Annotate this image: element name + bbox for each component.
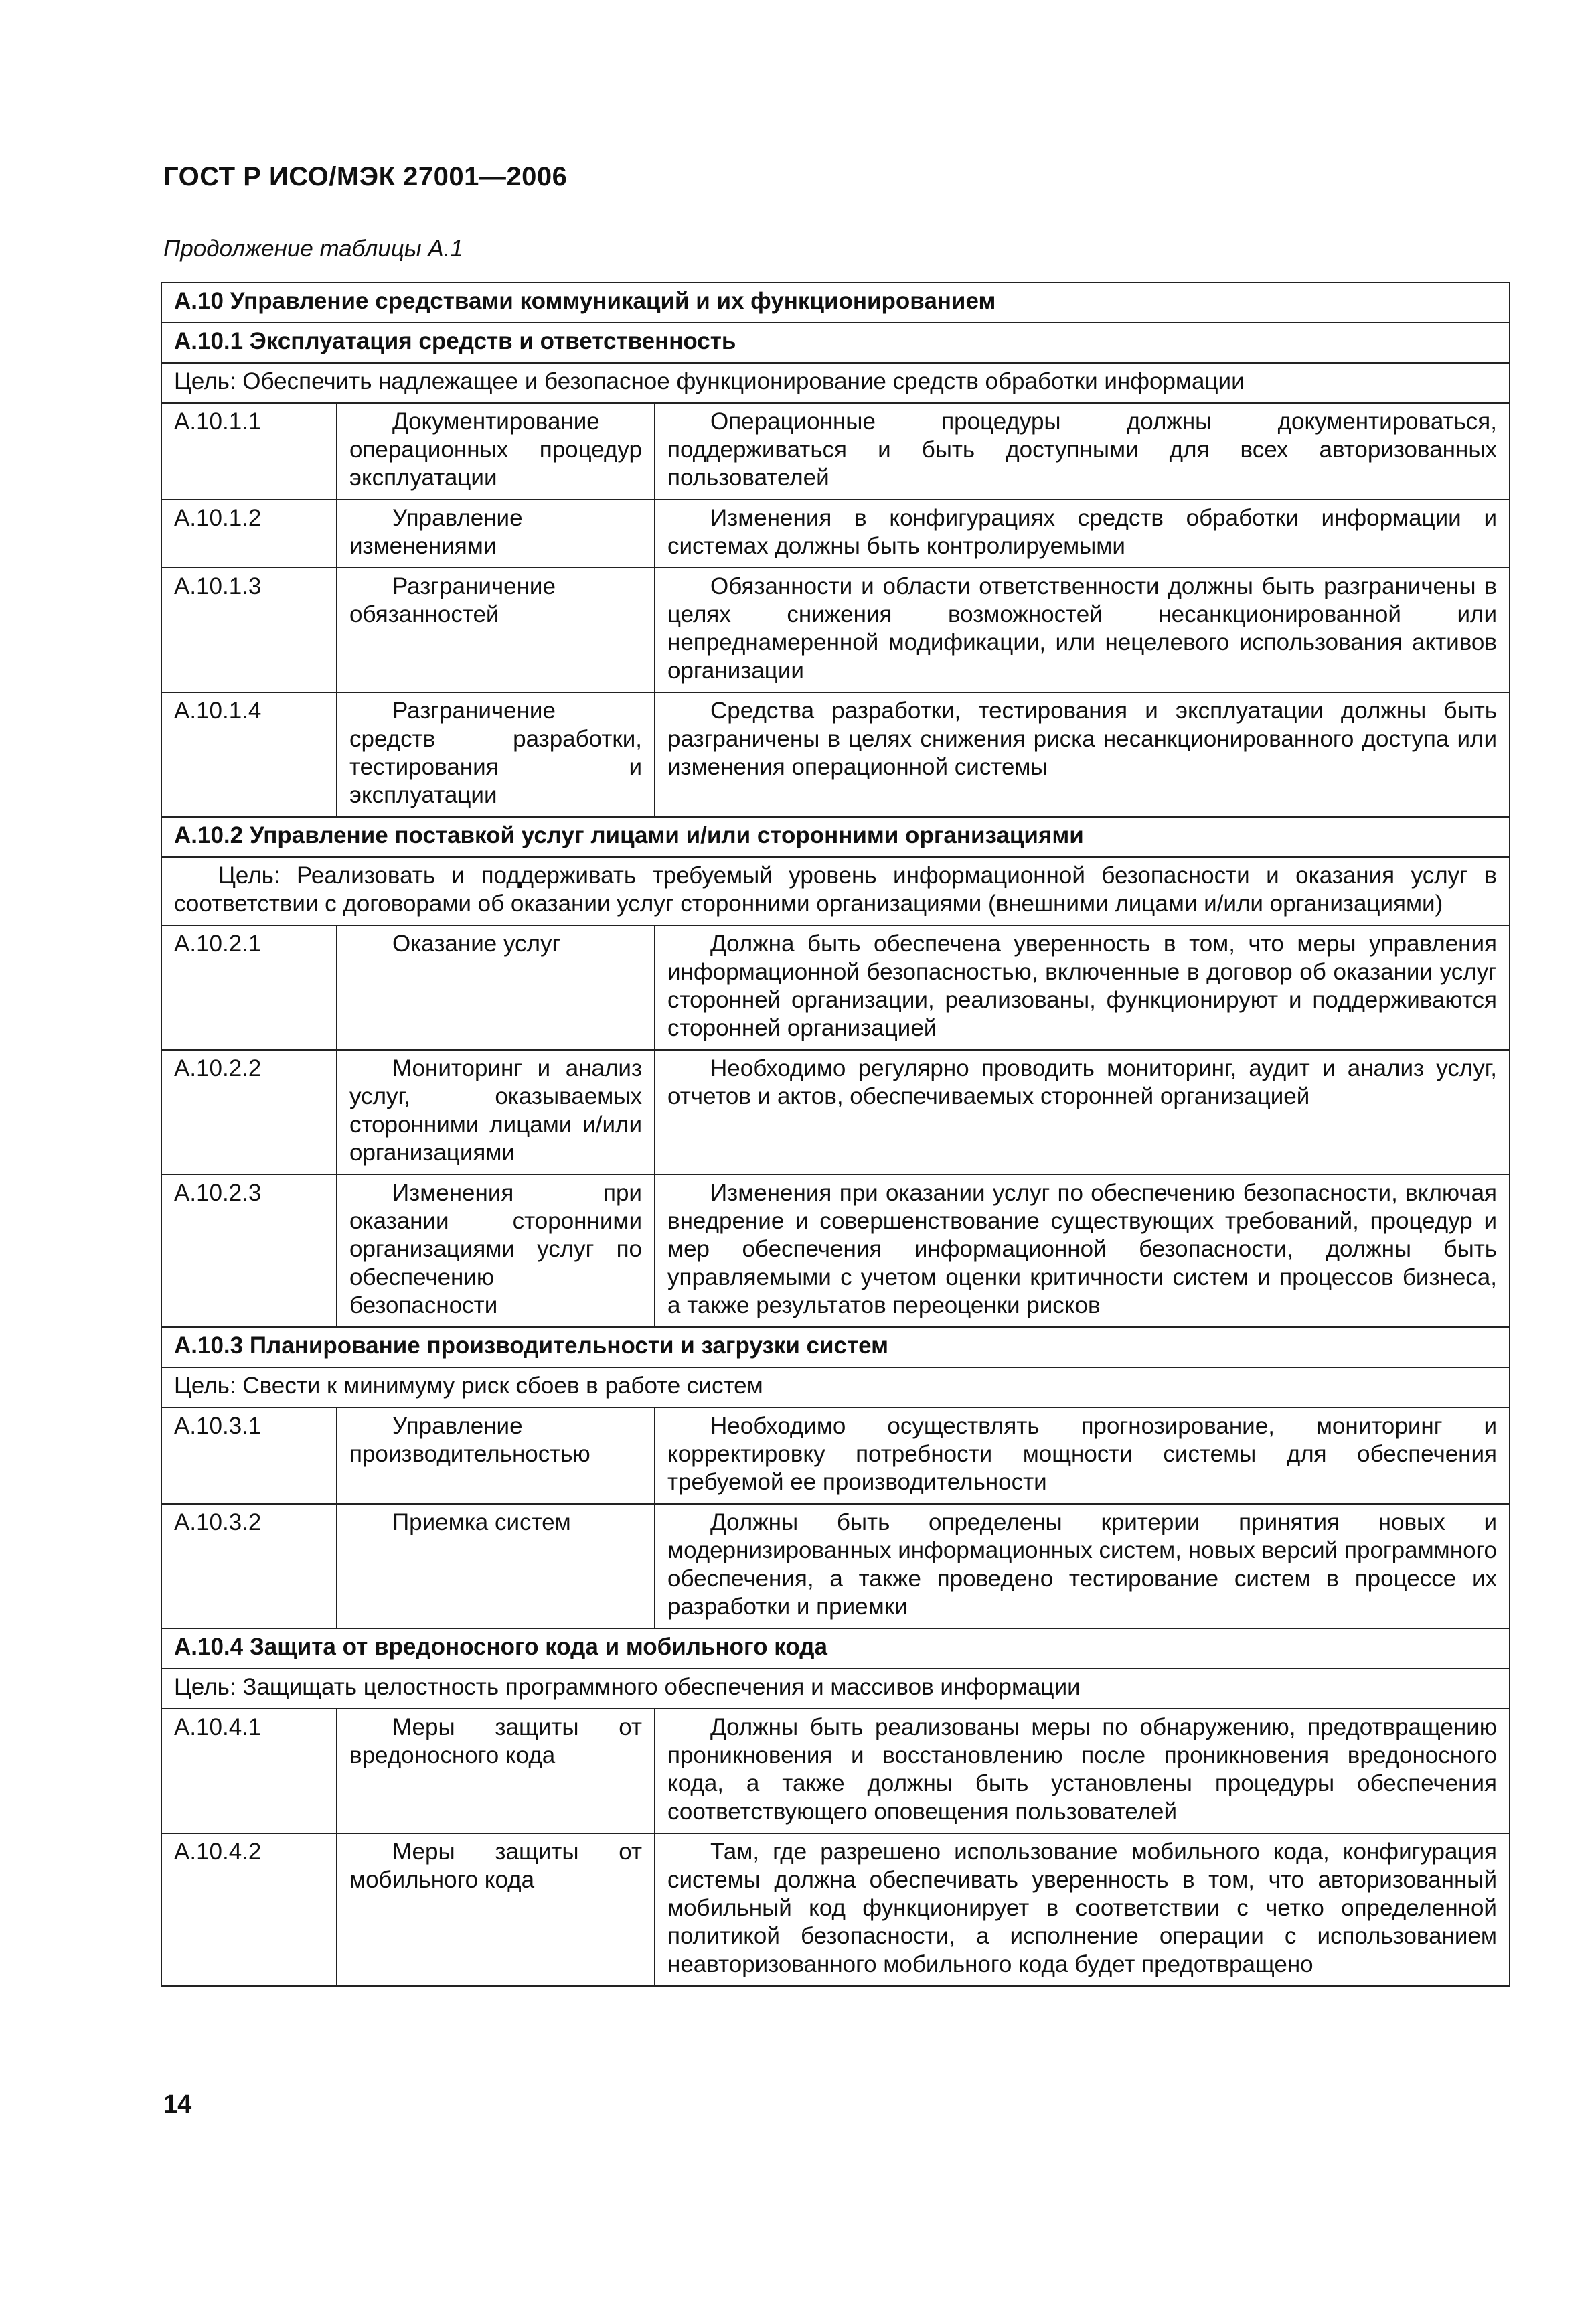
control-number: А.10.4.2 [161, 1833, 337, 1986]
table-row [161, 1174, 1510, 1327]
goal-row [161, 1367, 1510, 1407]
table-row [161, 500, 1510, 568]
control-description: Там, где разрешено использование мобильного кода, конфигурация системы должна обеспечивать уверенность в том, что авторизованный мобильный код функционирует в соответствии с четко определенной политикой безопасности, а исполнение операции с использованием неавторизованного мобильного кода будет предотвращено [655, 1833, 1510, 1986]
subsection-goal: Цель: Защищать целостность программного обеспечения и массивов информации [161, 1669, 1510, 1709]
control-name: Меры защиты от вредоносного кода [337, 1709, 655, 1833]
table-row [161, 1709, 1510, 1833]
subsection-title: А.10.4 Защита от вредоносного кода и мобильного кода [161, 1628, 1510, 1669]
table-row [161, 925, 1510, 1050]
goal-row [161, 1669, 1510, 1709]
table-row [161, 1833, 1510, 1986]
table-row [161, 1504, 1510, 1628]
control-number: А.10.1.3 [161, 568, 337, 692]
control-name: Разграничение обязанностей [337, 568, 655, 692]
document-title: ГОСТ Р ИСО/МЭК 27001—2006 [163, 162, 568, 191]
control-number: А.10.1.1 [161, 403, 337, 500]
control-number: А.10.3.2 [161, 1504, 337, 1628]
table-row [161, 568, 1510, 692]
control-number: А.10.3.1 [161, 1407, 337, 1504]
control-number: А.10.1.2 [161, 500, 337, 568]
subsection-title: А.10.3 Планирование производительности и загрузки систем [161, 1327, 1510, 1367]
control-description: Должна быть обеспечена уверенность в том, что меры управления информационной безопасностью, включенные в договор об оказании услуг сторонней организации, реализованы, функционируют и поддерживаются сторонней организацией [655, 925, 1510, 1050]
page-number: 14 [163, 2090, 192, 2119]
control-description: Средства разработки, тестирования и эксплуатации должны быть разграничены в целях снижения риска несанкционированного доступа или изменения операционной системы [655, 692, 1510, 817]
control-number: А.10.2.1 [161, 925, 337, 1050]
subsection-row [161, 817, 1510, 857]
control-description: Необходимо регулярно проводить мониторинг, аудит и анализ услуг, отчетов и актов, обеспечиваемых сторонней организацией [655, 1050, 1510, 1174]
control-name: Управление изменениями [337, 500, 655, 568]
control-number: А.10.2.2 [161, 1050, 337, 1174]
subsection-goal: Цель: Реализовать и поддерживать требуемый уровень информационной безопасности и оказания услуг в соответствии с договорами об оказании услуг сторонними организациями (внешними лицами и/или организациями) [161, 857, 1510, 925]
section-row [161, 283, 1510, 323]
table-row [161, 1050, 1510, 1174]
control-name: Приемка систем [337, 1504, 655, 1628]
control-description: Должны быть реализованы меры по обнаружению, предотвращению проникновения и восстановлению после проникновения вредоносного кода, а также должны быть установлены процедуры обеспечения соответствующего оповещения пользователей [655, 1709, 1510, 1833]
control-number: А.10.1.4 [161, 692, 337, 817]
control-name: Мониторинг и анализ услуг, оказываемых сторонними лицами и/или организациями [337, 1050, 655, 1174]
control-name: Меры защиты от мобильного кода [337, 1833, 655, 1986]
table-row [161, 1407, 1510, 1504]
subsection-goal: Цель: Обеспечить надлежащее и безопасное функционирование средств обработки информации [161, 363, 1510, 403]
control-name: Разграничение средств разработки, тестирования и эксплуатации [337, 692, 655, 817]
table-row [161, 403, 1510, 500]
control-description: Необходимо осуществлять прогнозирование, мониторинг и корректировку потребности мощности системы для обеспечения требуемой ее производительности [655, 1407, 1510, 1504]
control-description: Изменения в конфигурациях средств обработки информации и системах должны быть контролируемыми [655, 500, 1510, 568]
subsection-row [161, 323, 1510, 363]
control-description: Должны быть определены критерии принятия новых и модернизированных информационных систем, новых версий программного обеспечения, а также проведено тестирование систем в процессе их разработки и приемки [655, 1504, 1510, 1628]
control-name: Управление производительностью [337, 1407, 655, 1504]
controls-table [161, 282, 1510, 1987]
subsection-row [161, 1327, 1510, 1367]
goal-row [161, 857, 1510, 925]
section-title: А.10 Управление средствами коммуникаций и их функционированием [161, 283, 1510, 323]
subsection-goal: Цель: Свести к минимуму риск сбоев в работе систем [161, 1367, 1510, 1407]
control-name: Изменения при оказании сторонними организациями услуг по обеспечению безопасности [337, 1174, 655, 1327]
subsection-title: А.10.2 Управление поставкой услуг лицами и/или сторонними организациями [161, 817, 1510, 857]
control-name: Документирование операционных процедур эксплуатации [337, 403, 655, 500]
subsection-title: А.10.1 Эксплуатация средств и ответственность [161, 323, 1510, 363]
control-number: А.10.4.1 [161, 1709, 337, 1833]
goal-row [161, 363, 1510, 403]
control-description: Операционные процедуры должны документироваться, поддерживаться и быть доступными для всех авторизованных пользователей [655, 403, 1510, 500]
subsection-row [161, 1628, 1510, 1669]
control-number: А.10.2.3 [161, 1174, 337, 1327]
control-description: Обязанности и области ответственности должны быть разграничены в целях снижения возможностей несанкционированной или непреднамеренной модификации, или нецелевого использования активов организации [655, 568, 1510, 692]
control-description: Изменения при оказании услуг по обеспечению безопасности, включая внедрение и совершенствование существующих требований, процедур и мер обеспечения информационной безопасности, должны быть управляемыми с учетом оценки критичности систем и процессов бизнеса, а также результатов переоценки рисков [655, 1174, 1510, 1327]
table-row [161, 692, 1510, 817]
table-continuation-label: Продолжение таблицы А.1 [163, 236, 463, 262]
control-name: Оказание услуг [337, 925, 655, 1050]
